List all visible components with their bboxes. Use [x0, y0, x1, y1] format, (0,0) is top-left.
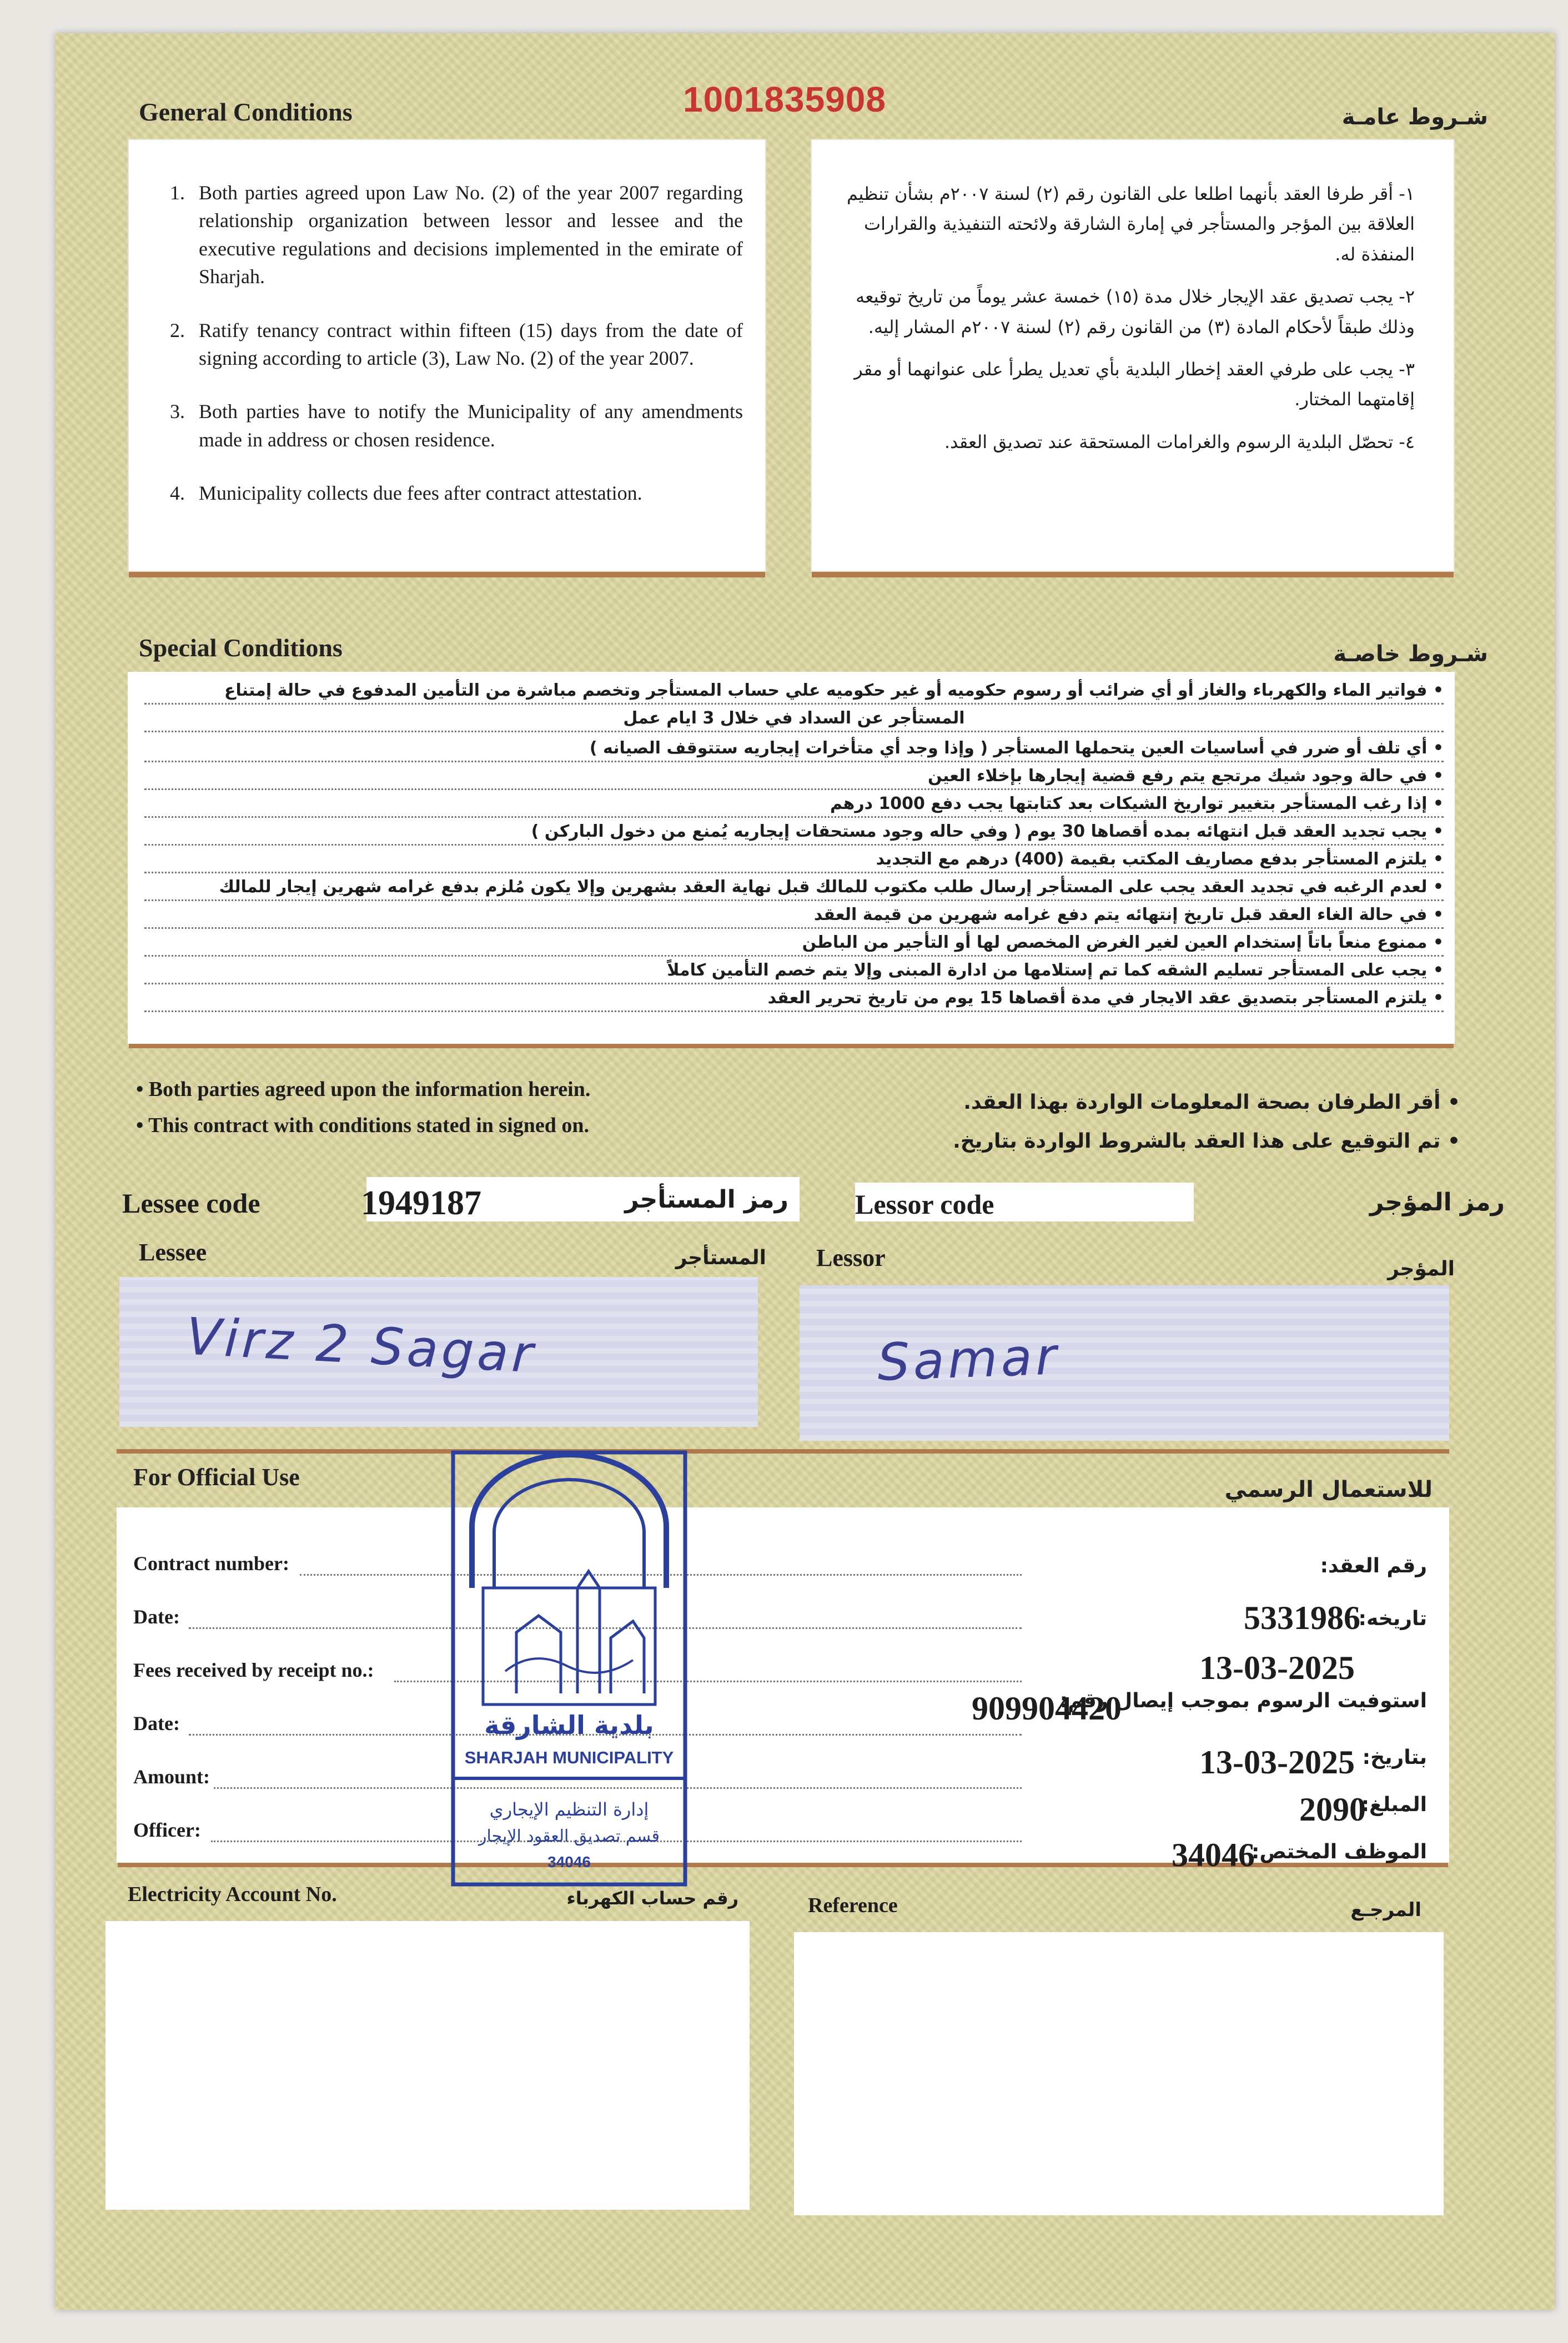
contract-sheet: [56, 33, 1555, 2310]
agreement-ar-1: • أقر الطرفان بصحة المعلومات الواردة بهذا العقد.: [963, 1091, 1460, 1114]
special-line: • أي تلف أو ضرر في أساسيات العين يتحملها المستأجر ( وإذا وجد أي متأخرات إيجاريه ستتوقف الصيانه ): [144, 736, 1444, 762]
lessee-signature-box: [119, 1277, 758, 1427]
receipt-date-label-ar: بتاريخ:: [1362, 1746, 1427, 1769]
lessor-signature: Samar: [876, 1326, 1061, 1392]
official-use-heading: For Official Use: [133, 1464, 300, 1491]
officer-label-ar: الموظف المختص:: [1251, 1841, 1427, 1863]
contract-number-label: Contract number:: [133, 1552, 289, 1575]
receipt-number-value: 909904420: [972, 1690, 1122, 1727]
general-term-ar-4: ٤- تحصّل البلدية الرسوم والغرامات المستحقة عند تصديق العقد.: [944, 431, 1415, 452]
reference-label: Reference: [808, 1894, 898, 1917]
stamp-number: 34046: [547, 1853, 591, 1871]
general-term-ar-1: ١- أقر طرفا العقد بأنهما اطلعا على القانون رقم (٢) لسنة ٢٠٠٧م بشأن تنظيم العلاقة بين المؤجر والمستأجر في إمارة الشارقة ولائحته التنفيذية والقرارات المنفذة له.: [847, 183, 1415, 265]
general-term-ar-3: ٣- يجب على طرفي العقد إخطار البلدية بأي تعديل يطرأ على عنوانهما أو مقر إقامتهما المختار.: [854, 358, 1415, 410]
lessor-label: Lessor: [816, 1244, 886, 1271]
lessor-code-label: Lessor code: [855, 1189, 994, 1220]
receipt-number-label: Fees received by receipt no.:: [133, 1659, 374, 1681]
agreement-en-1: • Both parties agreed upon the information herein.: [136, 1078, 591, 1101]
special-conditions-heading: Special Conditions: [139, 633, 343, 662]
electricity-account-box: [105, 1921, 750, 2210]
electricity-account-label: Electricity Account No.: [128, 1883, 337, 1906]
stamp-dept-ar: إدارة التنظيم الإيجاري: [489, 1799, 649, 1820]
contract-number-label-ar: رقم العقد:: [1320, 1555, 1427, 1577]
special-conditions-heading-ar: شـروط خاصـة: [1333, 641, 1488, 667]
agreement-ar-2: • تم التوقيع على هذا العقد بالشروط الواردة بتاريخ.: [953, 1130, 1460, 1153]
special-line: • يلتزم المستأجر بتصديق عقد الايجار في مدة أقصاها 15 يوم من تاريخ تحرير العقد: [144, 986, 1444, 1012]
general-term-4: 4. Municipality collects due fees after contract attestation.: [190, 479, 743, 507]
special-line: • فواتير الماء والكهرباء والغاز أو أي ضرائب أو رسوم حكوميه أو غير حكوميه علي حساب المستأجر وتخصم مباشرة من التأمين المدفوع في حالة إمتناع: [144, 678, 1444, 705]
lessor-label-ar: المؤجر: [1388, 1258, 1455, 1280]
receipt-date-value: 13-03-2025: [1199, 1744, 1355, 1781]
amount-value: 2090: [1299, 1791, 1366, 1828]
stamp-emblem: [450, 1449, 688, 1888]
municipality-stamp: [450, 1449, 688, 1888]
lessee-label-ar: المستأجر: [675, 1246, 766, 1269]
general-conditions-en-panel: [128, 139, 766, 572]
amount-label: Amount:: [133, 1766, 210, 1788]
agreement-en-2: • This contract with conditions stated in signed on.: [136, 1114, 589, 1137]
general-conditions-ar-panel: [811, 139, 1455, 572]
special-line: • يجب على المستأجر تسليم الشقه كما تم إستلامها من ادارة المبنى وإلا يتم خصم التأمين كاملاً: [144, 958, 1444, 984]
special-line: • في حالة وجود شيك مرتجع يتم رفع قضية إيجارها بإخلاء العين: [144, 764, 1444, 790]
officer-value: 34046: [1172, 1837, 1255, 1873]
official-panel: [117, 1507, 1449, 1873]
contract-date-label-ar: تاريخه:: [1358, 1607, 1427, 1630]
special-line: • ممنوع منعاً باتاً إستخدام العين لغير الغرض المخصص لها أو التأجير من الباطن: [144, 931, 1444, 957]
lessee-code-label: Lessee code: [122, 1188, 260, 1219]
special-line: • يلتزم المستأجر بدفع مصاريف المكتب بقيمة (400) درهم مع التجديد: [144, 847, 1444, 873]
lessee-code-label-ar: رمز المستأجر: [625, 1185, 788, 1214]
reference-label-ar: المرجـع: [1350, 1899, 1421, 1921]
official-divider: [117, 1449, 1449, 1454]
lessee-label: Lessee: [139, 1239, 207, 1266]
special-line: المستأجر عن السداد في خلال 3 ايام عمل: [144, 706, 1444, 732]
general-conditions-heading-ar: شـروط عامـة: [1341, 104, 1488, 130]
special-line: • في حالة الغاء العقد قبل تاريخ إنتهائه يتم دفع غرامه شهرين من قيمة العقد: [144, 903, 1444, 929]
lessor-signature-box: [800, 1285, 1449, 1441]
contract-date-label: Date:: [133, 1606, 180, 1628]
general-term-ar-2: ٢- يجب تصديق عقد الإيجار خلال مدة (١٥) خمسة عشر يوماً من تاريخ توقيعه وذلك طبقاً لأحكام المادة (٣) من القانون رقم (٢) لسنة ٢٠٠٧م المشار إليه.: [856, 286, 1415, 338]
stamp-section-ar: قسم تصديق العقود الإيجار: [479, 1827, 660, 1846]
contract-number-value: 5331986: [1244, 1600, 1360, 1636]
receipt-number-label-ar: استوفيت الرسوم بموجب إيصال رقم:: [1059, 1690, 1427, 1712]
lessee-code-value: 1949187: [361, 1184, 481, 1222]
lessee-signature: Virz 2 Sagar: [184, 1306, 538, 1385]
stamp-divider: [453, 1777, 685, 1780]
official-use-heading-ar: للاستعمال الرسمي: [1224, 1477, 1433, 1502]
general-conditions-heading: General Conditions: [139, 98, 353, 126]
lessor-code-label-ar: رمز المؤجر: [1369, 1188, 1505, 1216]
stamp-name-ar: بلدية الشارقة: [484, 1710, 654, 1740]
officer-label: Officer:: [133, 1819, 201, 1841]
amount-label-ar: المبلغ:: [1361, 1793, 1427, 1816]
special-conditions-panel: [128, 672, 1455, 1044]
general-term-1: 1. Both parties agreed upon Law No. (2) of the year 2007 regarding relationship organization between lessor and lessee and the executive regulations and decisions implemented in the emirate of Sharjah.: [190, 179, 743, 291]
special-line: • لعدم الرغبه في تجديد العقد يجب على المستأجر إرسال طلب مكتوب للمالك قبل نهاية العقد بشهرين وإلا يكون مُلزم بدفع غرامه شهرين إيجار للمالك: [144, 875, 1444, 901]
special-line: • يجب تجديد العقد قبل انتهائه بمده أقصاها 30 يوم ( وفي حاله وجود مستحقات إيجاريه يُمنع من دخول الباركن ): [144, 819, 1444, 846]
contract-date-value: 13-03-2025: [1199, 1650, 1355, 1686]
reference-box: [794, 1932, 1444, 2215]
serial-number: 1001835908: [683, 79, 886, 119]
general-term-2: 2. Ratify tenancy contract within fifteen (15) days from the date of signing according to article (3), Law No. (2) of the year 2007.: [190, 316, 743, 373]
electricity-account-label-ar: رقم حساب الكهرباء: [566, 1888, 738, 1909]
stamp-name-en: SHARJAH MUNICIPALITY: [464, 1748, 674, 1767]
special-line: • إذا رغب المستأجر بتغيير تواريخ الشيكات بعد كتابتها يجب دفع 1000 درهم: [144, 792, 1444, 818]
receipt-date-label: Date:: [133, 1712, 180, 1734]
general-term-3: 3. Both parties have to notify the Municipality of any amendments made in address or chosen residence.: [190, 398, 743, 454]
